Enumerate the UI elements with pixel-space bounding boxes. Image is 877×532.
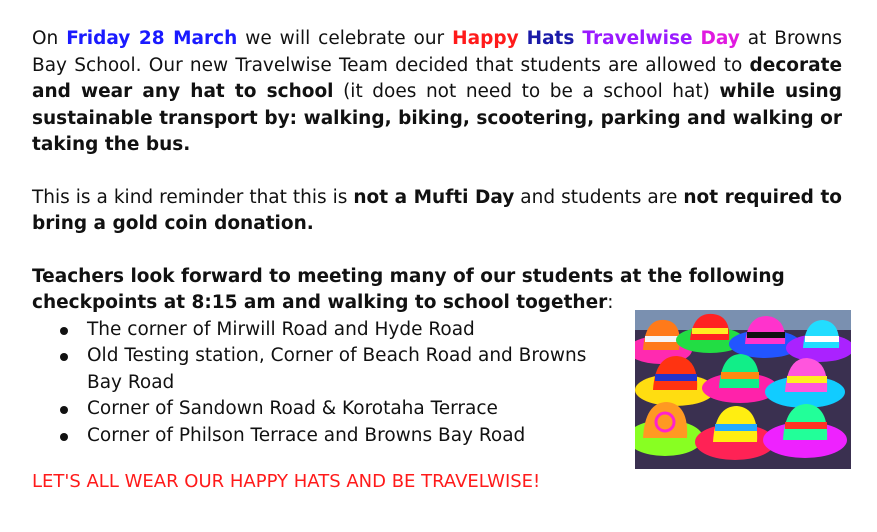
title-word-happy: Happy (452, 28, 519, 49)
bold-text: not a Mufti Day (353, 186, 515, 208)
bullet-icon (60, 353, 68, 361)
checkpoint-text: The corner of Mirwill Road and Hyde Road (87, 318, 475, 340)
checkpoint-text: Corner of Sandown Road & Korotaha Terrace (87, 398, 498, 419)
list-item (32, 396, 602, 423)
slogan-text: LET'S ALL WEAR OUR HAPPY HATS AND BE TRAVELWISE! (32, 471, 541, 492)
bold-text: not required to bring a gold coin donation. (32, 186, 842, 234)
bold-text: decorate and wear any hat to school (32, 54, 842, 102)
title-word-day: Day (700, 28, 740, 49)
bullet-icon (60, 433, 68, 441)
list-item (32, 317, 602, 344)
bold-text: while using sustainable transport by: walking, biking, scootering, parking and walking or taking the bus. (32, 81, 842, 155)
text: This is a kind reminder that this is (32, 186, 354, 208)
checkpoint-text: Old Testing station, Corner of Beach Road and Browns Bay Road (87, 345, 587, 393)
list-item (32, 343, 602, 396)
list-item (32, 423, 602, 450)
intro-paragraph (32, 26, 842, 159)
text: (it does not need to be a school hat) (333, 81, 720, 102)
text: On (32, 28, 67, 49)
reminder-paragraph (32, 185, 842, 238)
bullet-icon (60, 327, 68, 335)
text: at Browns Bay School. Our new Travelwise Team decided that students are allowed to (32, 28, 842, 76)
text: : (607, 292, 614, 313)
title-word-hats: Hats (526, 28, 575, 49)
title-word-travelwise: Travelwise (582, 28, 693, 49)
text: we will celebrate our (237, 28, 453, 49)
colorful-hats-photo (635, 310, 851, 469)
hats-illustration (635, 310, 851, 469)
bold-text: Teachers look forward to meeting many of our students at the following checkpoints at 8:15 am and walking to school together (32, 265, 785, 313)
checkpoint-text: Corner of Philson Terrace and Browns Bay Road (87, 424, 526, 446)
checkpoints-intro (32, 264, 842, 317)
checkpoint-list (32, 317, 602, 450)
text: and students are (514, 186, 684, 208)
event-date: Friday 28 March (66, 28, 238, 49)
bullet-icon (60, 406, 68, 414)
